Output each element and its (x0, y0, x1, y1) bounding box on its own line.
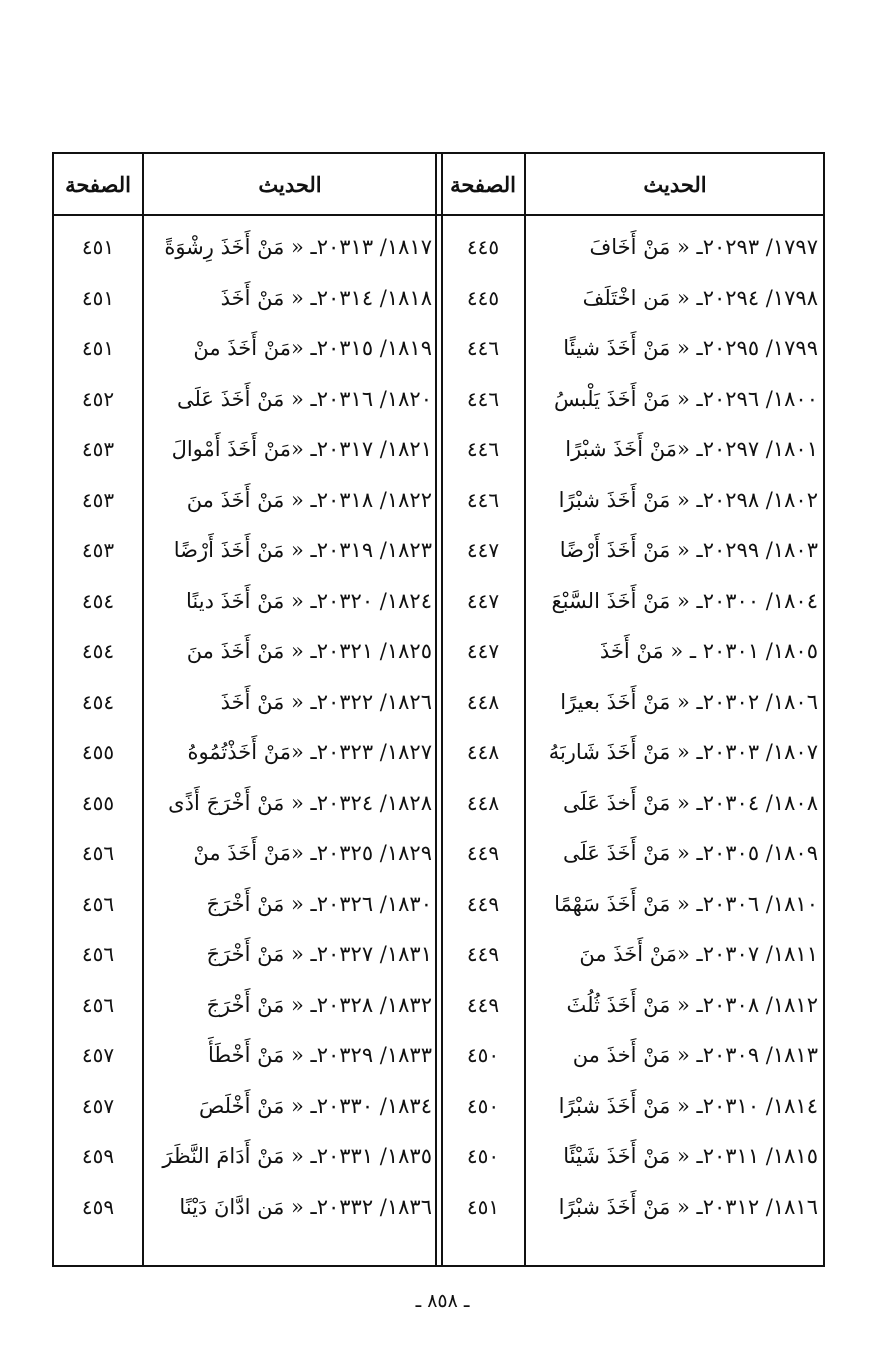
page-number-cell: ٤٤٦ (466, 487, 500, 512)
hadith-entry: ١٨٠٣/ ٢٠٢٩٩ـ « مَنْ أَخَذَ أَرْضًا (559, 538, 818, 562)
hadith-entry: ١٧٩٨/ ٢٠٢٩٤ـ « مَن اخْتَلَفَ (582, 285, 818, 310)
page-number-cell: ٤٥٧ (81, 1093, 115, 1118)
hadith-entry: ١٨٢٣/ ٢٠٣١٩ـ « مَنْ أَخَذَ أَرْضًا (173, 538, 432, 562)
hadith-entry: ١٨١٤/ ٢٠٣١٠ـ « مَنْ أَخَذَ شبْرًا (558, 1093, 818, 1118)
page-number-cell: ٤٤٥ (466, 235, 500, 259)
page-number-cell: ٤٤٦ (466, 336, 500, 360)
page-number-cell: ٤٥٤ (81, 588, 115, 613)
hadith-entry: ١٨١٨/ ٢٠٣١٤ـ « مَنْ أَخَذَ (220, 285, 432, 310)
page-number-cell: ٤٥٢ (81, 386, 115, 411)
hadith-entry: ١٨٢٢/ ٢٠٣١٨ـ « مَنْ أَخَذَ منَ (186, 487, 432, 512)
hadith-entry: ١٨٠٠/ ٢٠٢٩٦ـ « مَنْ أَخَذَ يَلْبسُ (554, 386, 818, 411)
hadith-entry: ١٨١٣/ ٢٠٣٠٩ـ « مَنْ أَخذَ من (572, 1043, 818, 1067)
hadith-entry: ١٨٣١/ ٢٠٣٢٧ـ « مَنْ أَخْرَجَ (206, 942, 432, 966)
page-number-cell: ٤٥٠ (466, 1093, 500, 1118)
hadith-entry: ١٨١٠/ ٢٠٣٠٦ـ « مَنْ أَخَذَ سَهْمًا (554, 891, 818, 916)
index-table (52, 152, 825, 1267)
page-number-cell: ٤٥١ (81, 285, 115, 310)
page-number-cell: ٤٤٩ (466, 992, 500, 1017)
hadith-entry: ١٨٣٢/ ٢٠٣٢٨ـ « مَنْ أَخْرَجَ (206, 992, 432, 1017)
page-number-cell: ٤٤٧ (466, 588, 500, 613)
page-number-cell: ٤٥٦ (81, 891, 115, 916)
hadith-entry: ١٨١٧/ ٢٠٣١٣ـ « مَنْ أَخَذَ رِشْوَةً (164, 235, 432, 259)
divider-left-page (142, 154, 144, 1265)
page-number-cell: ٤٤٧ (466, 538, 500, 562)
hadith-entry: ١٨٣٠/ ٢٠٣٢٦ـ « مَنْ أَخْرَجَ (206, 891, 432, 916)
page-number-cell: ٤٥٩ (81, 1144, 115, 1168)
page-number-cell: ٤٤٩ (466, 891, 500, 916)
hadith-entry: ١٨٢١/ ٢٠٣١٧ـ «مَنْ أَخَذَ أَمْوالَ (171, 437, 432, 461)
page-number-cell: ٤٤٨ (466, 740, 500, 764)
hadith-entry: ١٨١١/ ٢٠٣٠٧ـ «مَنْ أَخَذَ منَ (579, 942, 818, 966)
hadith-entry: ١٨٣٦/ ٢٠٣٣٢ـ « مَن ادَّانَ دَيْنًا (179, 1194, 432, 1219)
hadith-entry: ١٨٠٨/ ٢٠٣٠٤ـ « مَنْ أَخذَ عَلَى (562, 790, 818, 815)
hadith-entry: ١٨٢٧/ ٢٠٣٢٣ـ «مَنْ أَخَذْتُمُوهُ (187, 740, 432, 764)
page-number-cell: ٤٥٦ (81, 992, 115, 1017)
right-hadith-header: الحديث (643, 171, 707, 197)
hadith-entry: ١٨٠٥/ ٢٠٣٠١ ـ « مَنْ أَخَذَ (599, 639, 818, 663)
hadith-entry: ١٨٢٩/ ٢٠٣٢٥ـ «مَنْ أَخَذَ منْ (193, 841, 432, 865)
hadith-entry: ١٨٢٨/ ٢٠٣٢٤ـ « مَنْ أَخْرَجَ أَذًى (168, 790, 432, 815)
hadith-entry: ١٨٣٣/ ٢٠٣٢٩ـ « مَنْ أَخْطَأَ (208, 1043, 432, 1067)
hadith-entry: ١٨١٢/ ٢٠٣٠٨ـ « مَنْ أَخَذَ ثُلُثَ (566, 992, 818, 1017)
hadith-entry: ١٨٠٦/ ٢٠٣٠٢ـ « مَنْ أَخَذَ بعيرًا (560, 689, 818, 714)
page-number-cell: ٤٥٣ (81, 437, 115, 461)
hadith-entry: ١٨٢٦/ ٢٠٣٢٢ـ « مَنْ أَخَذَ (220, 689, 432, 714)
hadith-entry: ١٨٢٥/ ٢٠٣٢١ـ « مَنْ أَخَذَ منَ (186, 639, 432, 663)
page-number-cell: ٤٤٨ (466, 790, 500, 815)
page-number-cell: ٤٤٦ (466, 386, 500, 411)
page-number-cell: ٤٥٤ (81, 689, 115, 714)
hadith-entry: ١٨٣٥/ ٢٠٣٣١ـ « مَنْ أَدَامَ النَّظَرَ (162, 1144, 432, 1168)
right-page-header: الصفحة (450, 171, 516, 197)
hadith-entry: ١٨٠٤/ ٢٠٣٠٠ـ « مَنْ أَخَذَ السَّبْعَ (551, 588, 818, 613)
page-number-cell: ٤٥١ (81, 336, 115, 360)
page-number-cell: ٤٤٧ (466, 639, 500, 663)
hadith-entry: ١٨١٥/ ٢٠٣١١ـ « مَنْ أَخَذَ شَيْئًا (563, 1144, 818, 1168)
page-number-cell: ٤٥٠ (466, 1144, 500, 1168)
hadith-entry: ١٨٠٧/ ٢٠٣٠٣ـ « مَنْ أَخَذَ شَاربَهُ (548, 740, 818, 764)
page-number-cell: ٤٥٥ (81, 740, 115, 764)
page-number-cell: ٤٤٨ (466, 689, 500, 714)
page-number-cell: ٤٥٧ (81, 1043, 115, 1067)
hadith-entry: ١٨٢٠/ ٢٠٣١٦ـ « مَنْ أَخَذَ عَلَى (176, 386, 432, 411)
page-number-cell: ٤٥١ (466, 1194, 500, 1219)
page-number-cell: ٤٥٩ (81, 1194, 115, 1219)
hadith-entry: ١٧٩٧/ ٢٠٢٩٣ـ « مَنْ أَخَافَ (589, 235, 818, 259)
page-number-cell: ٤٤٩ (466, 841, 500, 865)
page-number-cell: ٤٥٤ (81, 639, 115, 663)
hadith-entry: ١٨٠٩/ ٢٠٣٠٥ـ « مَنْ أَخَذَ عَلَى (562, 841, 818, 865)
page-number: ـ ٨٥٨ ـ (415, 1290, 470, 1312)
page-number-cell: ٤٥٦ (81, 942, 115, 966)
page-number-cell: ٤٤٥ (466, 285, 500, 310)
page-number-cell: ٤٥٣ (81, 487, 115, 512)
hadith-entry: ١٨١٦/ ٢٠٣١٢ـ « مَنْ أَخَذَ شبْرًا (558, 1194, 818, 1219)
divider-right-page (524, 154, 526, 1265)
hadith-entry: ١٨١٩/ ٢٠٣١٥ـ «مَنْ أَخَذَ منْ (193, 336, 432, 360)
left-page-header: الصفحة (65, 171, 131, 197)
hadith-entry: ١٨٢٤/ ٢٠٣٢٠ـ « مَنْ أَخَذَ دينًا (185, 588, 432, 613)
page-number-cell: ٤٥٣ (81, 538, 115, 562)
hadith-entry: ١٧٩٩/ ٢٠٢٩٥ـ « مَنْ أَخَذَ شيئًا (563, 336, 818, 360)
page-number-cell: ٤٥٦ (81, 841, 115, 865)
page-number-cell: ٤٥١ (81, 235, 115, 259)
left-hadith-header: الحديث (258, 171, 322, 197)
hadith-entry: ١٨٣٤/ ٢٠٣٣٠ـ « مَنْ أَخْلَصَ (198, 1093, 432, 1118)
page-number-cell: ٤٤٦ (466, 437, 500, 461)
page-number-cell: ٤٤٩ (466, 942, 500, 966)
header-divider (54, 214, 823, 216)
page-number-cell: ٤٥٥ (81, 790, 115, 815)
hadith-entry: ١٨٠٢/ ٢٠٢٩٨ـ « مَنْ أَخَذَ شبْرًا (558, 487, 818, 512)
hadith-entry: ١٨٠١/ ٢٠٢٩٧ـ «مَنْ أَخَذَ شبْرًا (565, 437, 818, 461)
page-number-cell: ٤٥٠ (466, 1043, 500, 1067)
